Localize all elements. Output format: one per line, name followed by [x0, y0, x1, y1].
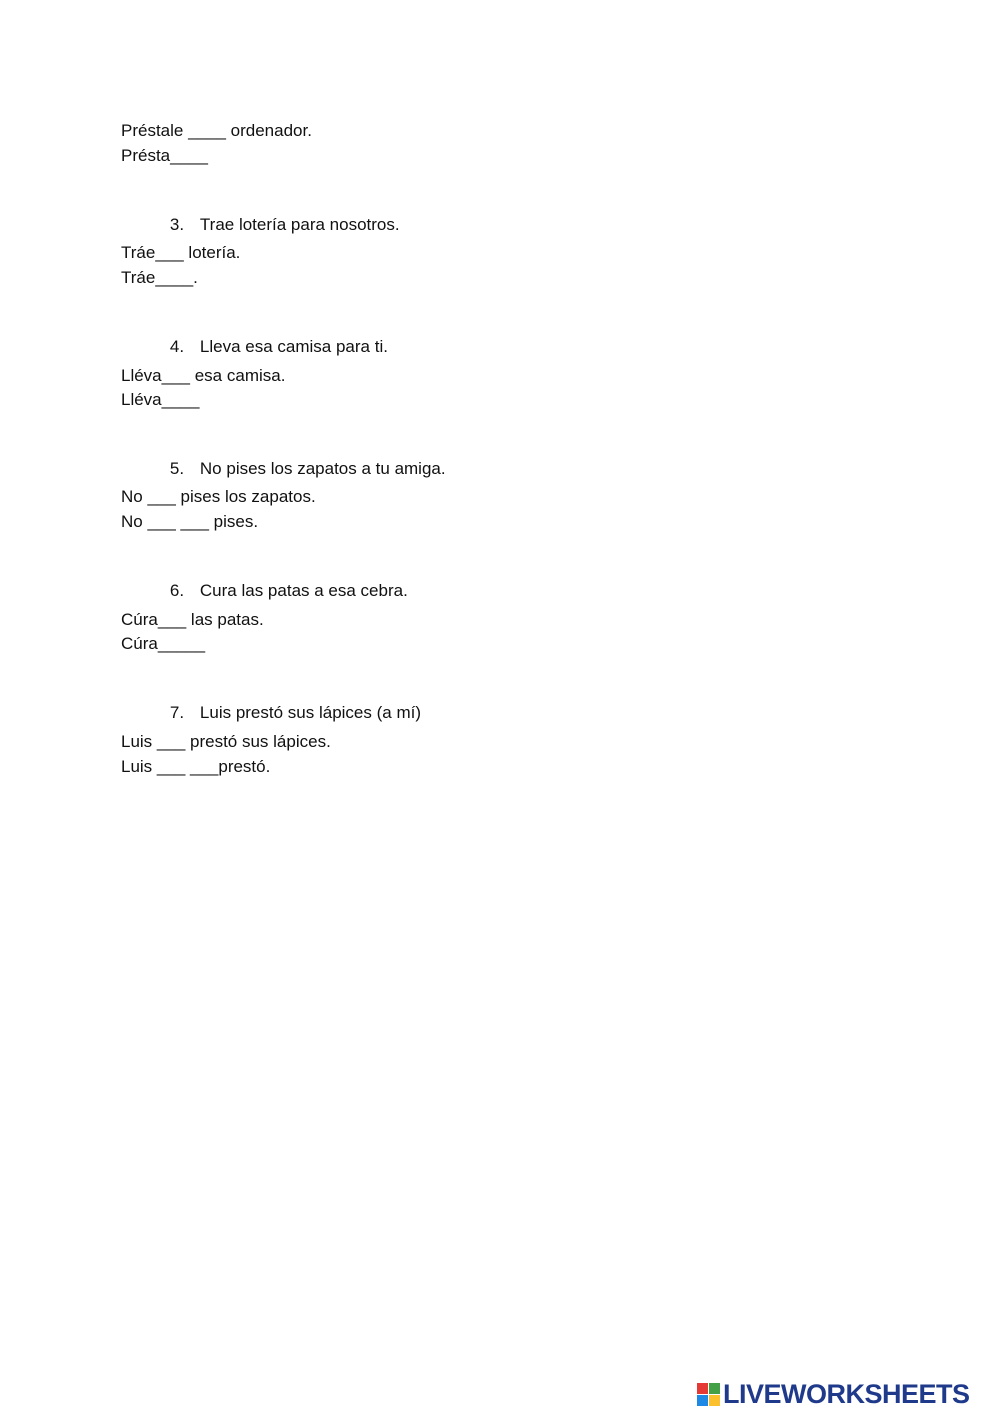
answer-line: Présta____ [121, 146, 208, 165]
logo-text: LIVEWORKSHEETS [723, 1378, 970, 1409]
item-number: 7. [169, 703, 185, 722]
answer-line: Tráe___ lotería. [121, 243, 241, 262]
answer-line: Tráe____. [121, 268, 198, 287]
item-text: Lleva esa camisa para ti. [199, 337, 388, 356]
answer-line: Préstale ____ ordenador. [121, 121, 312, 140]
answer-line: No ___ ___ pises. [121, 512, 259, 531]
liveworksheets-logo [697, 1379, 970, 1409]
item-number: 4. [169, 337, 185, 356]
answer-line: No ___ pises los zapatos. [121, 487, 316, 506]
logo-square [697, 1395, 708, 1406]
answer-line: Lléva____ [121, 390, 200, 409]
item-text: No pises los zapatos a tu amiga. [199, 459, 446, 478]
item-number: 5. [169, 459, 185, 478]
item-number: 6. [169, 581, 185, 600]
answer-line: Luis ___ ___prestó. [121, 757, 271, 776]
logo-square [709, 1383, 720, 1394]
item-text: Trae lotería para nosotros. [199, 215, 400, 234]
logo-squares-icon [697, 1383, 720, 1406]
item-number: 3. [169, 215, 185, 234]
answer-line: Lléva___ esa camisa. [121, 366, 286, 385]
logo-square [697, 1383, 708, 1394]
answer-line: Cúra_____ [121, 634, 206, 653]
item-text: Luis prestó sus lápices (a mí) [199, 703, 421, 722]
item-text: Cura las patas a esa cebra. [199, 581, 408, 600]
answer-line: Luis ___ prestó sus lápices. [121, 732, 331, 751]
logo-square [709, 1395, 720, 1406]
answer-line: Cúra___ las patas. [121, 610, 264, 629]
